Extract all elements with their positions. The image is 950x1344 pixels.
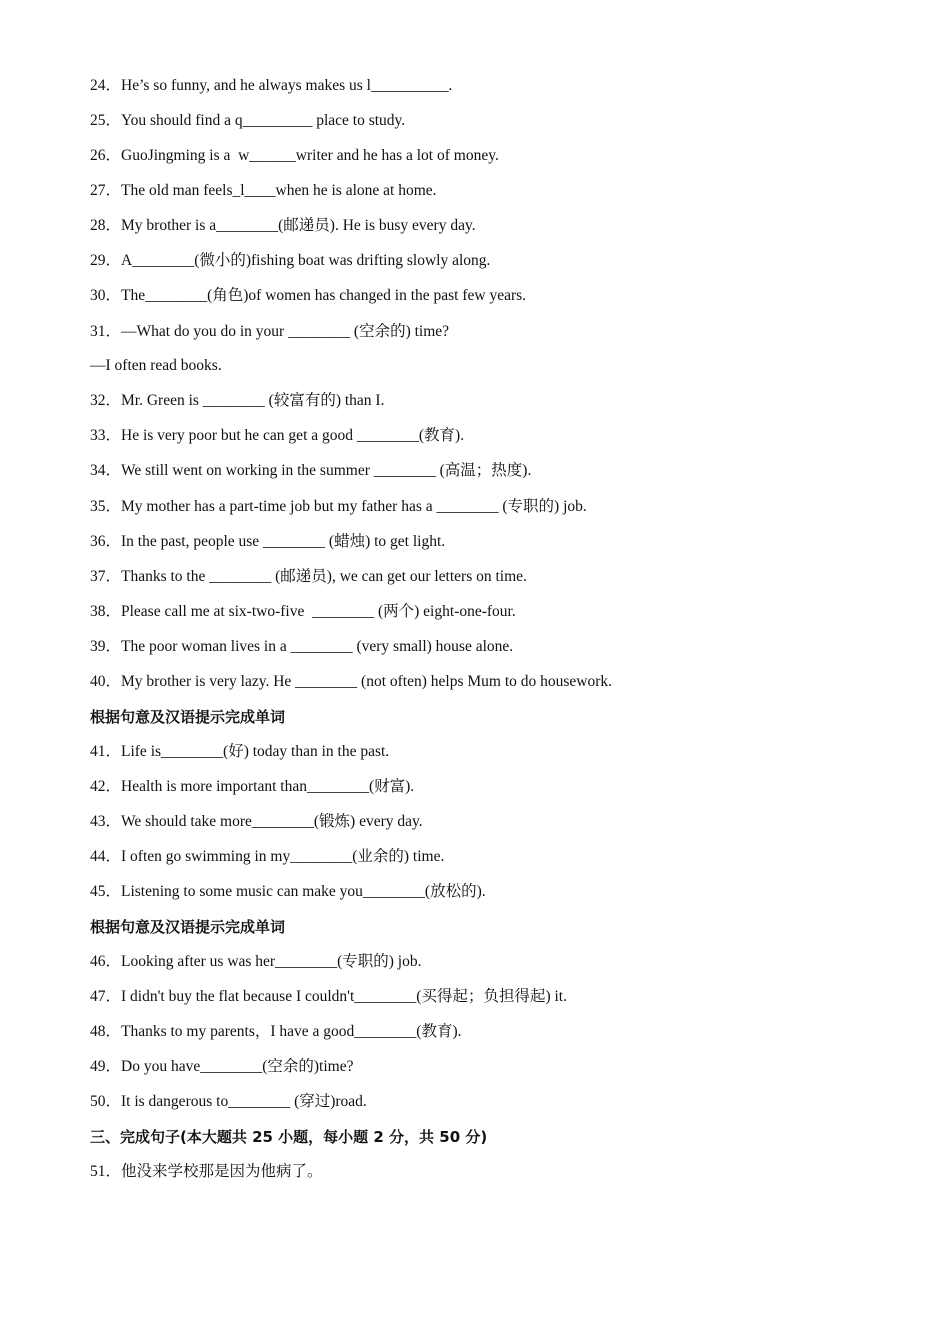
- question-47: 47．I didn't buy the flat because I couldn't________(买得起；负担得起) it.: [90, 988, 567, 1005]
- question-39: 39．The poor woman lives in a ________ (very small) house alone.: [90, 638, 514, 655]
- question-24: 24．He’s so funny, and he always makes us l__________.: [90, 77, 453, 94]
- question-43: 43．We should take more________(锻炼) every day.: [90, 813, 423, 830]
- question-45: 45．Listening to some music can make you________(放松的).: [90, 883, 486, 900]
- question-32: 32．Mr. Green is ________ (较富有的) than I.: [90, 392, 385, 409]
- question-27: 27．The old man feels_l____when he is alone at home.: [90, 182, 437, 199]
- question-41: 41．Life is________(好) today than in the past.: [90, 743, 390, 760]
- question-42: 42．Health is more important than________(财富).: [90, 778, 415, 795]
- question-29: 29．A________(微小的)fishing boat was drifting slowly along.: [90, 252, 491, 269]
- question-49: 49．Do you have________(空余的)time?: [90, 1058, 354, 1075]
- question-28: 28．My brother is a________(邮递员). He is busy every day.: [90, 217, 476, 234]
- question-36: 36．In the past, people use ________ (蜡烛) to get light.: [90, 533, 446, 550]
- question-30: 30．The________(角色)of women has changed in the past few years.: [90, 287, 527, 304]
- section-heading-part-3: 三、完成句子(本大题共 25 小题，每小题 2 分，共 50 分): [90, 1128, 488, 1146]
- question-46: 46．Looking after us was her________(专职的) job.: [90, 953, 422, 970]
- section-heading: 根据句意及汉语提示完成单词: [90, 918, 286, 936]
- question-50: 50．It is dangerous to________ (穿过)road.: [90, 1093, 367, 1110]
- question-48: 48．Thanks to my parents，I have a good________(教育).: [90, 1023, 462, 1040]
- question-40: 40．My brother is very lazy. He ________ (not often) helps Mum to do housework.: [90, 673, 613, 690]
- question-33: 33．He is very poor but he can get a good ________(教育).: [90, 427, 465, 444]
- question-34: 34．We still went on working in the summer ________ (高温；热度).: [90, 462, 532, 479]
- question-31: 31．—What do you do in your ________ (空余的) time?: [90, 323, 450, 340]
- section-heading: 根据句意及汉语提示完成单词: [90, 708, 286, 726]
- question-44: 44．I often go swimming in my________(业余的) time.: [90, 848, 445, 865]
- question-38: 38．Please call me at six-two-five ________ (两个) eight-one-four.: [90, 603, 516, 620]
- question-37: 37．Thanks to the ________ (邮递员), we can get our letters on time.: [90, 568, 527, 585]
- question-35: 35．My mother has a part-time job but my father has a ________ (专职的) job.: [90, 498, 587, 515]
- question-25: 25．You should find a q_________ place to study.: [90, 112, 406, 129]
- question-51: 51．他没来学校那是因为他病了。: [90, 1163, 323, 1180]
- question-26: 26．GuoJingming is a w______writer and he has a lot of money.: [90, 147, 499, 164]
- question-31-reply: —I often read books.: [90, 357, 222, 374]
